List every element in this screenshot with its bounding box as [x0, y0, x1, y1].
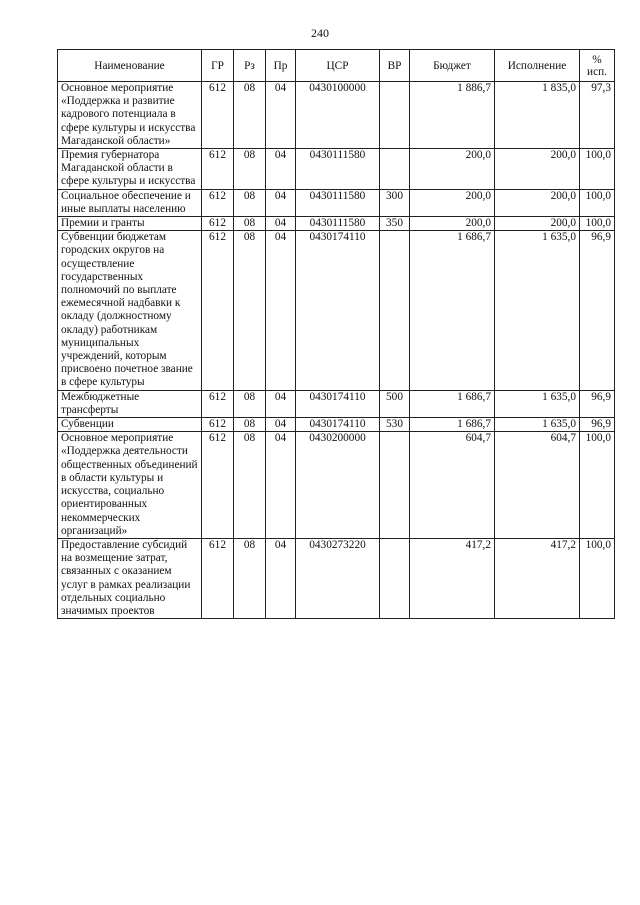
header-percent	[580, 50, 615, 82]
table-row	[58, 418, 615, 432]
row-budget: 1 686,7	[410, 231, 495, 390]
row-budget: 1 686,7	[410, 390, 495, 417]
row-percent: 100,0	[580, 432, 615, 539]
row-csr: 0430111580	[296, 217, 380, 231]
row-csr: 0430200000	[296, 432, 380, 539]
row-vr: 350	[380, 217, 410, 231]
row-pr: 04	[266, 231, 296, 390]
row-vr: 500	[380, 390, 410, 417]
table-row	[58, 538, 615, 618]
row-rz: 08	[234, 390, 266, 417]
row-pr: 04	[266, 149, 296, 190]
page-number: 240	[311, 26, 329, 40]
row-gr: 612	[202, 149, 234, 190]
row-vr: 300	[380, 189, 410, 216]
row-percent: 100,0	[580, 217, 615, 231]
row-name: Предоставление субсидий на возмещение затрат, связанных с оказанием услуг в рамках реализации отдельных социально значимых проектов	[58, 538, 202, 618]
header-percent-label: исп.	[587, 65, 607, 78]
header-pr: Пр	[266, 50, 296, 82]
header-execution: Исполнение	[495, 50, 580, 82]
row-vr	[380, 82, 410, 149]
row-pr: 04	[266, 189, 296, 216]
row-budget: 200,0	[410, 217, 495, 231]
header-csr: ЦСР	[296, 50, 380, 82]
row-csr: 0430174110	[296, 418, 380, 432]
row-gr: 612	[202, 189, 234, 216]
row-rz: 08	[234, 189, 266, 216]
row-execution: 200,0	[495, 217, 580, 231]
row-gr: 612	[202, 418, 234, 432]
table-row	[58, 217, 615, 231]
row-pr: 04	[266, 432, 296, 539]
row-csr: 0430174110	[296, 231, 380, 390]
row-gr: 612	[202, 390, 234, 417]
row-execution: 1 635,0	[495, 390, 580, 417]
row-percent: 96,9	[580, 390, 615, 417]
row-rz: 08	[234, 217, 266, 231]
table-row	[58, 149, 615, 190]
row-percent: 100,0	[580, 189, 615, 216]
row-budget: 200,0	[410, 189, 495, 216]
table-row	[58, 82, 615, 149]
row-percent: 97,3	[580, 82, 615, 149]
row-execution: 604,7	[495, 432, 580, 539]
row-pr: 04	[266, 390, 296, 417]
row-vr	[380, 432, 410, 539]
header-gr: ГР	[202, 50, 234, 82]
row-vr: 530	[380, 418, 410, 432]
row-rz: 08	[234, 231, 266, 390]
row-csr: 0430174110	[296, 390, 380, 417]
row-rz: 08	[234, 82, 266, 149]
row-pr: 04	[266, 82, 296, 149]
header-rz: Рз	[234, 50, 266, 82]
row-gr: 612	[202, 538, 234, 618]
row-name: Премии и гранты	[58, 217, 202, 231]
row-name: Основное мероприятие «Поддержка и развитие кадрового потенциала в сфере культуры и искусства Магаданской области»	[58, 82, 202, 149]
header-vr: ВР	[380, 50, 410, 82]
row-budget: 604,7	[410, 432, 495, 539]
row-percent: 100,0	[580, 149, 615, 190]
header-percent-sign: %	[592, 53, 602, 66]
row-csr: 0430111580	[296, 149, 380, 190]
row-execution: 1 835,0	[495, 82, 580, 149]
row-gr: 612	[202, 217, 234, 231]
row-csr: 0430100000	[296, 82, 380, 149]
table-row	[58, 390, 615, 417]
row-vr	[380, 538, 410, 618]
row-rz: 08	[234, 432, 266, 539]
row-name: Основное мероприятие «Поддержка деятельности общественных объединений в области культуры и искусства, социально ориентированных некоммерческих организаций»	[58, 432, 202, 539]
header-name: Наименование	[58, 50, 202, 82]
row-csr: 0430273220	[296, 538, 380, 618]
row-name: Субвенции	[58, 418, 202, 432]
row-execution: 200,0	[495, 149, 580, 190]
row-budget: 417,2	[410, 538, 495, 618]
header-row	[58, 50, 615, 82]
row-percent: 96,9	[580, 418, 615, 432]
row-pr: 04	[266, 538, 296, 618]
row-gr: 612	[202, 231, 234, 390]
row-pr: 04	[266, 418, 296, 432]
table-row	[58, 231, 615, 390]
row-budget: 1 886,7	[410, 82, 495, 149]
row-gr: 612	[202, 432, 234, 539]
row-execution: 200,0	[495, 189, 580, 216]
row-execution: 1 635,0	[495, 231, 580, 390]
row-execution: 1 635,0	[495, 418, 580, 432]
row-budget: 1 686,7	[410, 418, 495, 432]
row-csr: 0430111580	[296, 189, 380, 216]
header-budget: Бюджет	[410, 50, 495, 82]
row-execution: 417,2	[495, 538, 580, 618]
row-gr: 612	[202, 82, 234, 149]
row-rz: 08	[234, 149, 266, 190]
row-vr	[380, 231, 410, 390]
row-name: Межбюджетные трансферты	[58, 390, 202, 417]
table-row	[58, 432, 615, 539]
row-percent: 100,0	[580, 538, 615, 618]
row-budget: 200,0	[410, 149, 495, 190]
row-name: Социальное обеспечение и иные выплаты населению	[58, 189, 202, 216]
row-vr	[380, 149, 410, 190]
budget-table	[57, 49, 615, 619]
row-pr: 04	[266, 217, 296, 231]
row-name: Премия губернатора Магаданской области в сфере культуры и искусства	[58, 149, 202, 190]
row-name: Субвенции бюджетам городских округов на осуществление государственных полномочий по выплате ежемесячной надбавки к окладу (должностному окладу) работникам муниципальных учреждений, которым присвоено почетное звание в сфере культуры	[58, 231, 202, 390]
row-rz: 08	[234, 418, 266, 432]
row-rz: 08	[234, 538, 266, 618]
row-percent: 96,9	[580, 231, 615, 390]
table-row	[58, 189, 615, 216]
